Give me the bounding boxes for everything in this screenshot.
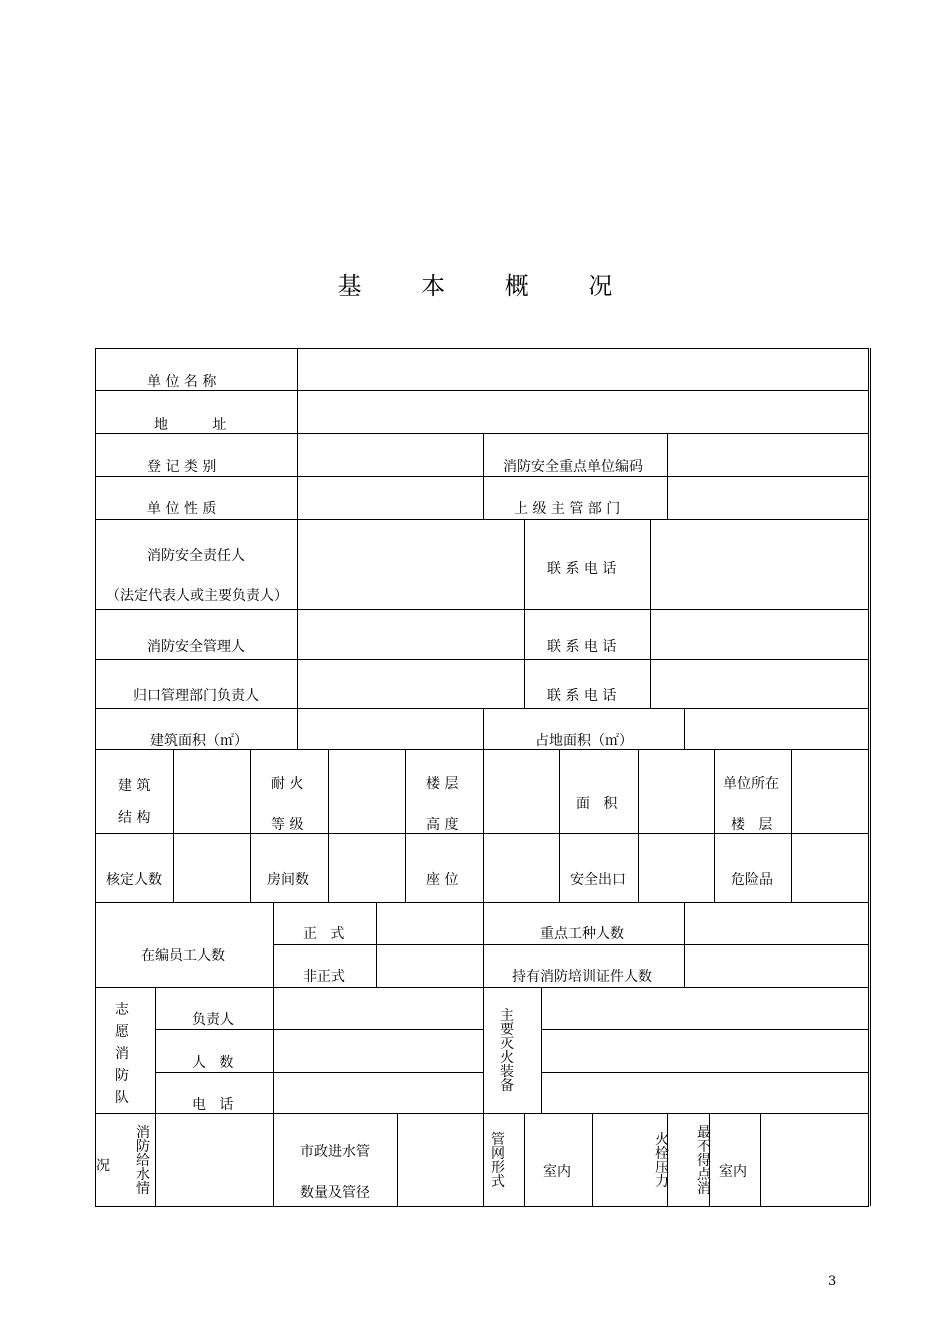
cell-phone2-value[interactable]	[650, 609, 868, 659]
cell-structure-value[interactable]	[173, 749, 250, 833]
cell-seats-value[interactable]	[483, 833, 559, 902]
label-rooms: 房间数	[267, 872, 309, 888]
label-key-workers: 重点工种人数	[540, 926, 624, 942]
cell-rooms-label	[250, 833, 328, 902]
cell-land-area-value[interactable]	[684, 708, 868, 749]
cell-exits-value[interactable]	[638, 833, 714, 902]
cell-seats-label	[405, 833, 483, 902]
label-vol-phone: 电 话	[192, 1097, 234, 1113]
label-hydrant-pressure: 火栓压力	[655, 1132, 669, 1190]
cell-floor-value[interactable]	[483, 749, 559, 833]
label-unit-name: 单 位 名 称	[147, 374, 217, 390]
cell-informal-value[interactable]	[376, 944, 483, 987]
label-hazardous: 危险品	[731, 872, 773, 888]
label-structure-2: 结 构	[118, 810, 151, 826]
label-pipe-form: 管网形式	[491, 1132, 505, 1190]
cell-equipment-value-1[interactable]	[541, 987, 868, 1029]
label-unit-floor-1: 单位所在	[723, 776, 779, 792]
page-title: 基 本 概 况	[337, 272, 639, 300]
cell-rooms-value[interactable]	[328, 833, 405, 902]
cell-trained-value[interactable]	[684, 944, 868, 987]
cell-exits-label	[559, 833, 638, 902]
table-bottom-border	[95, 1206, 869, 1207]
cell-formal-value[interactable]	[376, 902, 483, 944]
cell-key-workers-value[interactable]	[684, 902, 868, 944]
cell-vol-count-value[interactable]	[273, 1029, 483, 1072]
label-superior-dept: 上 级 主 管 部 门	[514, 501, 621, 517]
label-fire-rating-2: 等 级	[271, 817, 304, 833]
cell-area-label	[559, 749, 638, 833]
label-vol-count: 人 数	[192, 1055, 234, 1071]
label-manager: 消防安全管理人	[147, 639, 245, 655]
label-dept-head: 归口管理部门负责人	[133, 688, 259, 704]
label-phone1: 联 系 电 话	[547, 561, 617, 577]
cell-address-value[interactable]	[297, 390, 868, 433]
cell-capacity-label	[95, 833, 173, 902]
label-capacity: 核定人数	[106, 872, 162, 888]
label-municipal-1: 市政进水管	[300, 1144, 370, 1160]
cell-resp-person-value[interactable]	[297, 519, 524, 609]
label-formal: 正 式	[303, 926, 345, 942]
cell-indoor1-label	[524, 1113, 592, 1206]
label-floor-1: 楼 层	[426, 776, 459, 792]
cell-dept-head-value[interactable]	[297, 659, 524, 708]
label-staff: 在编员工人数	[141, 948, 225, 964]
label-municipal-2: 数量及管径	[300, 1185, 370, 1201]
label-address: 地 址	[154, 417, 227, 433]
cell-indoor2-value[interactable]	[760, 1113, 868, 1206]
cell-vol-leader-value[interactable]	[273, 987, 483, 1029]
label-phone3: 联 系 电 话	[547, 688, 617, 704]
label-indoor1: 室内	[543, 1164, 571, 1180]
label-water-supply: 消防给水情	[136, 1125, 150, 1197]
cell-area-value[interactable]	[638, 749, 714, 833]
cell-hazardous-label	[714, 833, 791, 902]
cell-equipment-value-3[interactable]	[541, 1072, 868, 1113]
label-area: 面 积	[576, 796, 618, 812]
label-unit-floor-2: 楼 层	[731, 817, 773, 833]
cell-capacity-value[interactable]	[173, 833, 250, 902]
label-informal: 非正式	[303, 969, 345, 985]
label-key-unit-code: 消防安全重点单位编码	[503, 459, 643, 475]
cell-manager-value[interactable]	[297, 609, 524, 659]
label-unit-nature: 单 位 性 质	[147, 501, 217, 517]
label-water-left: 况	[96, 1158, 110, 1174]
label-equipment: 主要灭火装备	[500, 1008, 514, 1094]
cell-unit-nature-value[interactable]	[297, 476, 483, 519]
label-volunteer: 志愿消防队	[115, 1002, 129, 1106]
label-fire-rating-1: 耐 火	[271, 776, 304, 792]
page-number: 3	[828, 1274, 837, 1289]
label-structure-1: 建 筑	[118, 778, 151, 794]
cell-fire-rating-value[interactable]	[328, 749, 405, 833]
table-right-border-thick	[870, 348, 871, 1206]
cell-unit-floor-value[interactable]	[791, 749, 868, 833]
cell-reg-type-value[interactable]	[297, 433, 483, 476]
label-reg-type: 登 记 类 别	[147, 459, 217, 475]
label-indoor2: 室内	[719, 1164, 747, 1180]
label-land-area: 占地面积（㎡）	[535, 733, 633, 749]
cell-indoor2-label	[709, 1113, 760, 1206]
cell-building-area-value[interactable]	[297, 708, 483, 749]
label-resp-person: 消防安全责任人	[147, 548, 245, 564]
cell-phone3-value[interactable]	[650, 659, 868, 708]
label-min-point: 最不得点消	[697, 1125, 711, 1197]
label-building-area: 建筑面积（㎡）	[150, 733, 248, 749]
cell-equipment-value-2[interactable]	[541, 1029, 868, 1072]
label-trained: 持有消防培训证件人数	[512, 969, 652, 985]
cell-key-unit-code-value[interactable]	[667, 433, 868, 476]
cell-unit-name-value[interactable]	[297, 348, 868, 390]
label-exits: 安全出口	[570, 872, 626, 888]
cell-superior-dept-value[interactable]	[667, 476, 868, 519]
cell-vol-phone-value[interactable]	[273, 1072, 483, 1113]
label-seats: 座 位	[426, 872, 459, 888]
cell-municipal-value[interactable]	[397, 1113, 483, 1206]
label-phone2: 联 系 电 话	[547, 639, 617, 655]
label-vol-leader: 负责人	[192, 1012, 234, 1028]
cell-hazardous-value[interactable]	[791, 833, 868, 902]
table-right-border	[868, 348, 869, 1206]
cell-water-supply-value[interactable]	[155, 1113, 273, 1206]
label-resp-person-note: （法定代表人或主要负责人）	[106, 588, 288, 604]
cell-phone1-value[interactable]	[650, 519, 868, 609]
label-floor-2: 高 度	[426, 817, 459, 833]
